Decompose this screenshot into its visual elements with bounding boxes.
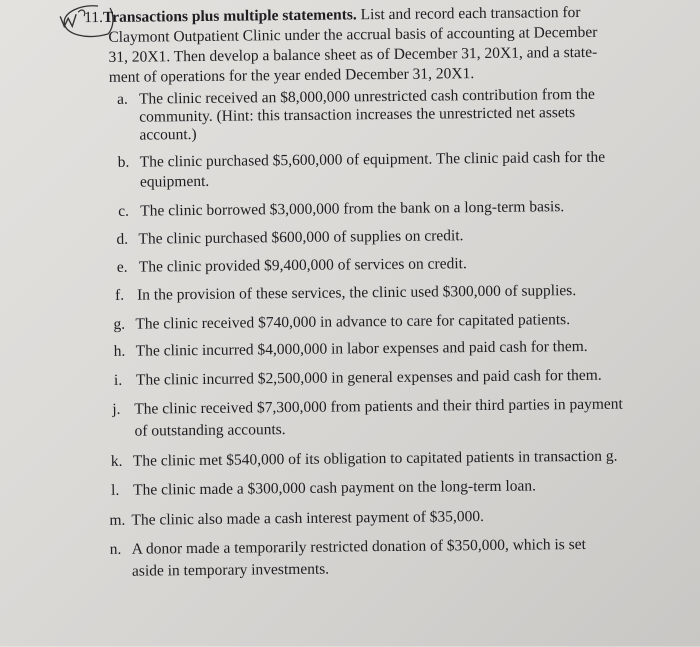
transaction-line: community. (Hint: this transaction increases the unrestricted net assets [139,104,576,126]
transaction-line: The clinic borrowed $3,000,000 from the bank on a long-term basis. [140,198,565,220]
transaction-line: The clinic made a $300,000 cash payment on the long-term loan. [133,477,537,499]
problem-header [84,4,581,27]
item-letter: a. [116,90,128,108]
intro-line: Claymont Outpatient Clinic under the accrual basis of accounting at December [108,23,598,46]
item-letter: c. [118,202,130,220]
transaction-line: The clinic received an $8,000,000 unrestricted cash contribution from the [138,85,595,108]
transaction-line: The clinic purchased $5,600,000 of equipment. The clinic paid cash for the [139,148,606,171]
intro-line: ment of operations for the year ended December 31, 20X1. [108,65,475,86]
item-letter: k. [110,452,123,470]
item-letter: j. [112,400,121,418]
item-letter: g. [113,315,126,333]
transaction-line: The clinic met $540,000 of its obligation to capitated patients in transaction g. [132,447,618,470]
transaction-line: The clinic also made a cash interest payment of $35,000. [131,508,485,529]
item-letter: h. [113,342,126,360]
transaction-line: equipment. [139,172,210,191]
transaction-line: The clinic purchased $600,000 of supplies on credit. [138,227,464,248]
transaction-line: The clinic provided $9,400,000 of services on credit. [138,255,467,276]
item-letter: n. [109,540,122,558]
transaction-line: The clinic incurred $2,500,000 in general expenses and paid cash for them. [135,366,602,389]
transaction-line: A donor made a temporarily restricted donation of $350,000, which is set [131,535,586,558]
transaction-line: account.) [139,125,197,144]
problem-title: Transactions plus multiple statements. [102,6,357,26]
item-letter: f. [115,286,125,304]
intro-line: List and record each transaction for [356,3,581,24]
transaction-line: In the provision of these services, the clinic used $300,000 of supplies. [137,282,577,304]
transaction-line: The clinic received $740,000 in advance to care for capitated patients. [135,311,571,333]
item-letter: e. [116,258,128,276]
item-letter: m. [109,511,126,529]
problem-number: 11. [84,8,104,27]
transaction-line: of outstanding accounts. [134,421,286,440]
item-letter: i. [113,371,123,389]
item-letter: l. [111,481,120,499]
transaction-line: The clinic incurred $4,000,000 in labor expenses and paid cash for them. [135,337,588,360]
item-letter: b. [117,153,130,171]
transaction-line: The clinic received $7,300,000 from patients and their third parties in payment [134,395,623,418]
item-letter: d. [116,230,129,248]
transaction-line: aside in temporary investments. [131,560,330,580]
intro-line: 31, 20X1. Then develop a balance sheet as of December 31, 20X1, and a state- [108,43,598,66]
